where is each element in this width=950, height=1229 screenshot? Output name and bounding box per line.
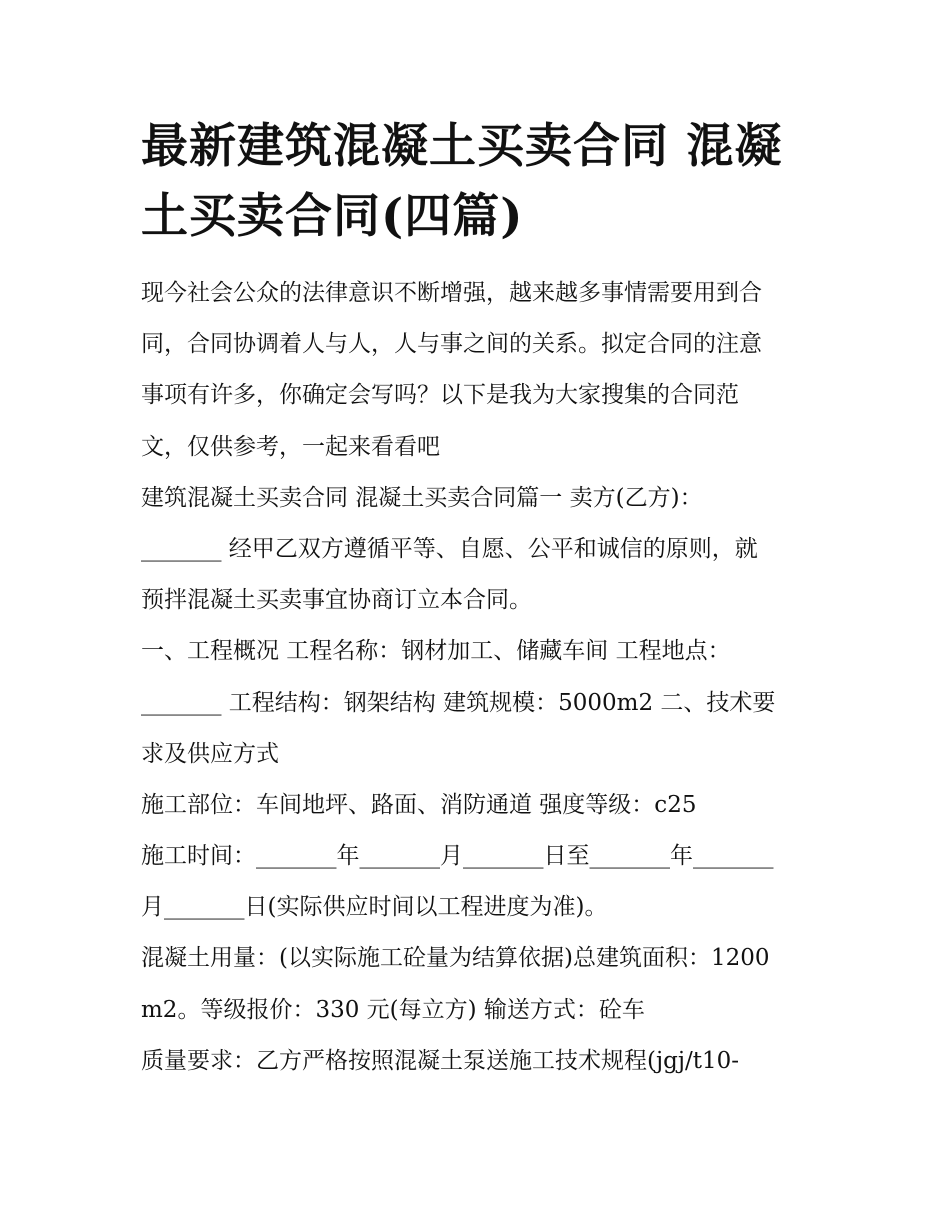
concrete-usage-line: m2。等级报价：330 元(每立方) 输送方式：砼车 (141, 996, 645, 1023)
intro-line: 同，合同协调着人与人，人与事之间的关系。拟定合同的注意 (141, 331, 762, 358)
title-line: 土买卖合同(四篇) (141, 189, 524, 244)
contract-heading-line: 建筑混凝土买卖合同 混凝土买卖合同篇一 卖方(乙方)： (141, 484, 703, 511)
section-overview-line: 求及供应方式 (141, 740, 279, 767)
document-page (141, 112, 811, 1087)
quality-requirement-line: 质量要求：乙方严格按照混凝土泵送施工技术规程(jgj/t10- (141, 1047, 739, 1074)
intro-line: 文，仅供参考，一起来看看吧 (141, 433, 440, 460)
section-overview-line: _______ 工程结构：钢架结构 建筑规模：5000m2 二、技术要 (141, 689, 776, 716)
document-body (141, 268, 811, 1087)
contract-text-line: 预拌混凝土买卖事宜协商订立本合同。 (141, 587, 532, 614)
construction-part-line: 施工部位：车间地坪、路面、消防通道 强度等级：c25 (141, 791, 697, 818)
concrete-usage-line: 混凝土用量：(以实际施工砼量为结算依据)总建筑面积：1200 (141, 945, 770, 972)
construction-time-line: 施工时间：_______年_______月_______日至_______年_______ (141, 843, 774, 870)
section-overview-line: 一、工程概况 工程名称：钢材加工、储藏车间 工程地点： (141, 638, 731, 665)
document-title (141, 112, 811, 252)
intro-line: 现今社会公众的法律意识不断增强，越来越多事情需要用到合 (141, 280, 762, 306)
construction-time-line: 月_______日(实际供应时间以工程进度为准)。 (141, 894, 608, 921)
title-line: 最新建筑混凝土买卖合同 混凝 (141, 119, 783, 174)
contract-text-line: _______ 经甲乙双方遵循平等、自愿、公平和诚信的原则，就 (141, 535, 758, 562)
intro-line: 事项有许多，你确定会写吗？以下是我为大家搜集的合同范 (141, 382, 739, 409)
